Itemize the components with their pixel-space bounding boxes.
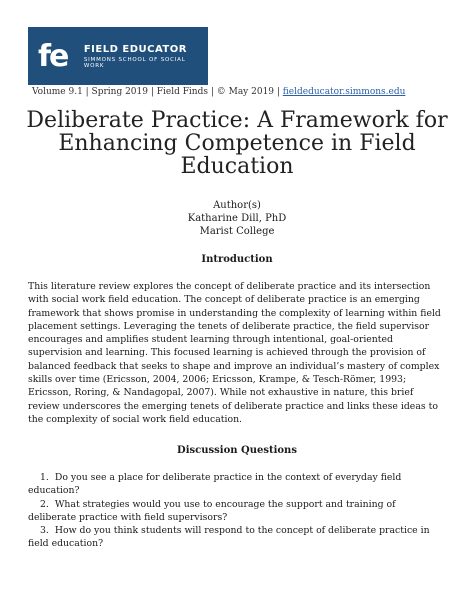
- question-item: [28, 471, 446, 498]
- logo-subtitle: SIMMONS SCHOOL OF SOCIAL WORK: [83, 56, 186, 69]
- question-number: 1.: [40, 472, 49, 483]
- logo-mark: fe: [38, 38, 68, 74]
- author-block: [0, 199, 474, 238]
- discussion-heading: Discussion Questions: [177, 445, 297, 456]
- question-item: [28, 524, 446, 551]
- question-text: Do you see a place for deliberate practice in the context of everyday field education?: [28, 472, 402, 497]
- issue-info: Volume 9.1 | Spring 2019 | Field Finds | © May 2019 |: [32, 87, 283, 97]
- introduction-heading: Introduction: [201, 254, 273, 265]
- question-number: 2.: [40, 498, 49, 510]
- journal-logo: [28, 27, 208, 85]
- author-affiliation: Marist College: [199, 226, 275, 237]
- journal-link[interactable]: fieldeducator.simmons.edu: [282, 87, 406, 97]
- issue-metadata: [32, 87, 405, 97]
- question-text: How do you think students will respond to the concept of deliberate practice in field education?: [28, 525, 430, 550]
- article-title: Deliberate Practice: A Framework for Enhancing Competence in Field Education: [26, 108, 448, 179]
- logo-text: [84, 44, 208, 69]
- discussion-questions: [28, 471, 446, 551]
- author-label: Author(s): [213, 200, 261, 211]
- introduction-paragraph: This literature review explores the concept of deliberate practice and its intersection with social work field education. The concept of deliberate practice is an emerging framework that shows promise in understanding the complexity of learning within field placement settings. Leveraging the tenets of deliberate practice, the field supervisor encourages and amplifies student learning through intentional, goal-oriented supervision and learning. This focused learning is achieved through the provision of balanced feedback that seeks to shape and improve an individual’s mastery of complex skills over time (Ericsson, 2004, 2006; Ericsson, Krampe, & Tesch-Römer, 1993; Ericsson, Roring, & Nandagopal, 2007). While not exhaustive in nature, this brief review underscores the emerging tenets of deliberate practice and links these ideas to the complexity of social work field education.: [28, 281, 441, 425]
- logo-title: FIELD EDUCATOR: [83, 43, 187, 55]
- question-text: What strategies would you use to encourage the support and training of deliberate practice with field supervisors?: [28, 498, 396, 523]
- author-name: Katharine Dill, PhD: [187, 213, 287, 224]
- question-item: [28, 498, 446, 525]
- question-number: 3.: [40, 525, 49, 537]
